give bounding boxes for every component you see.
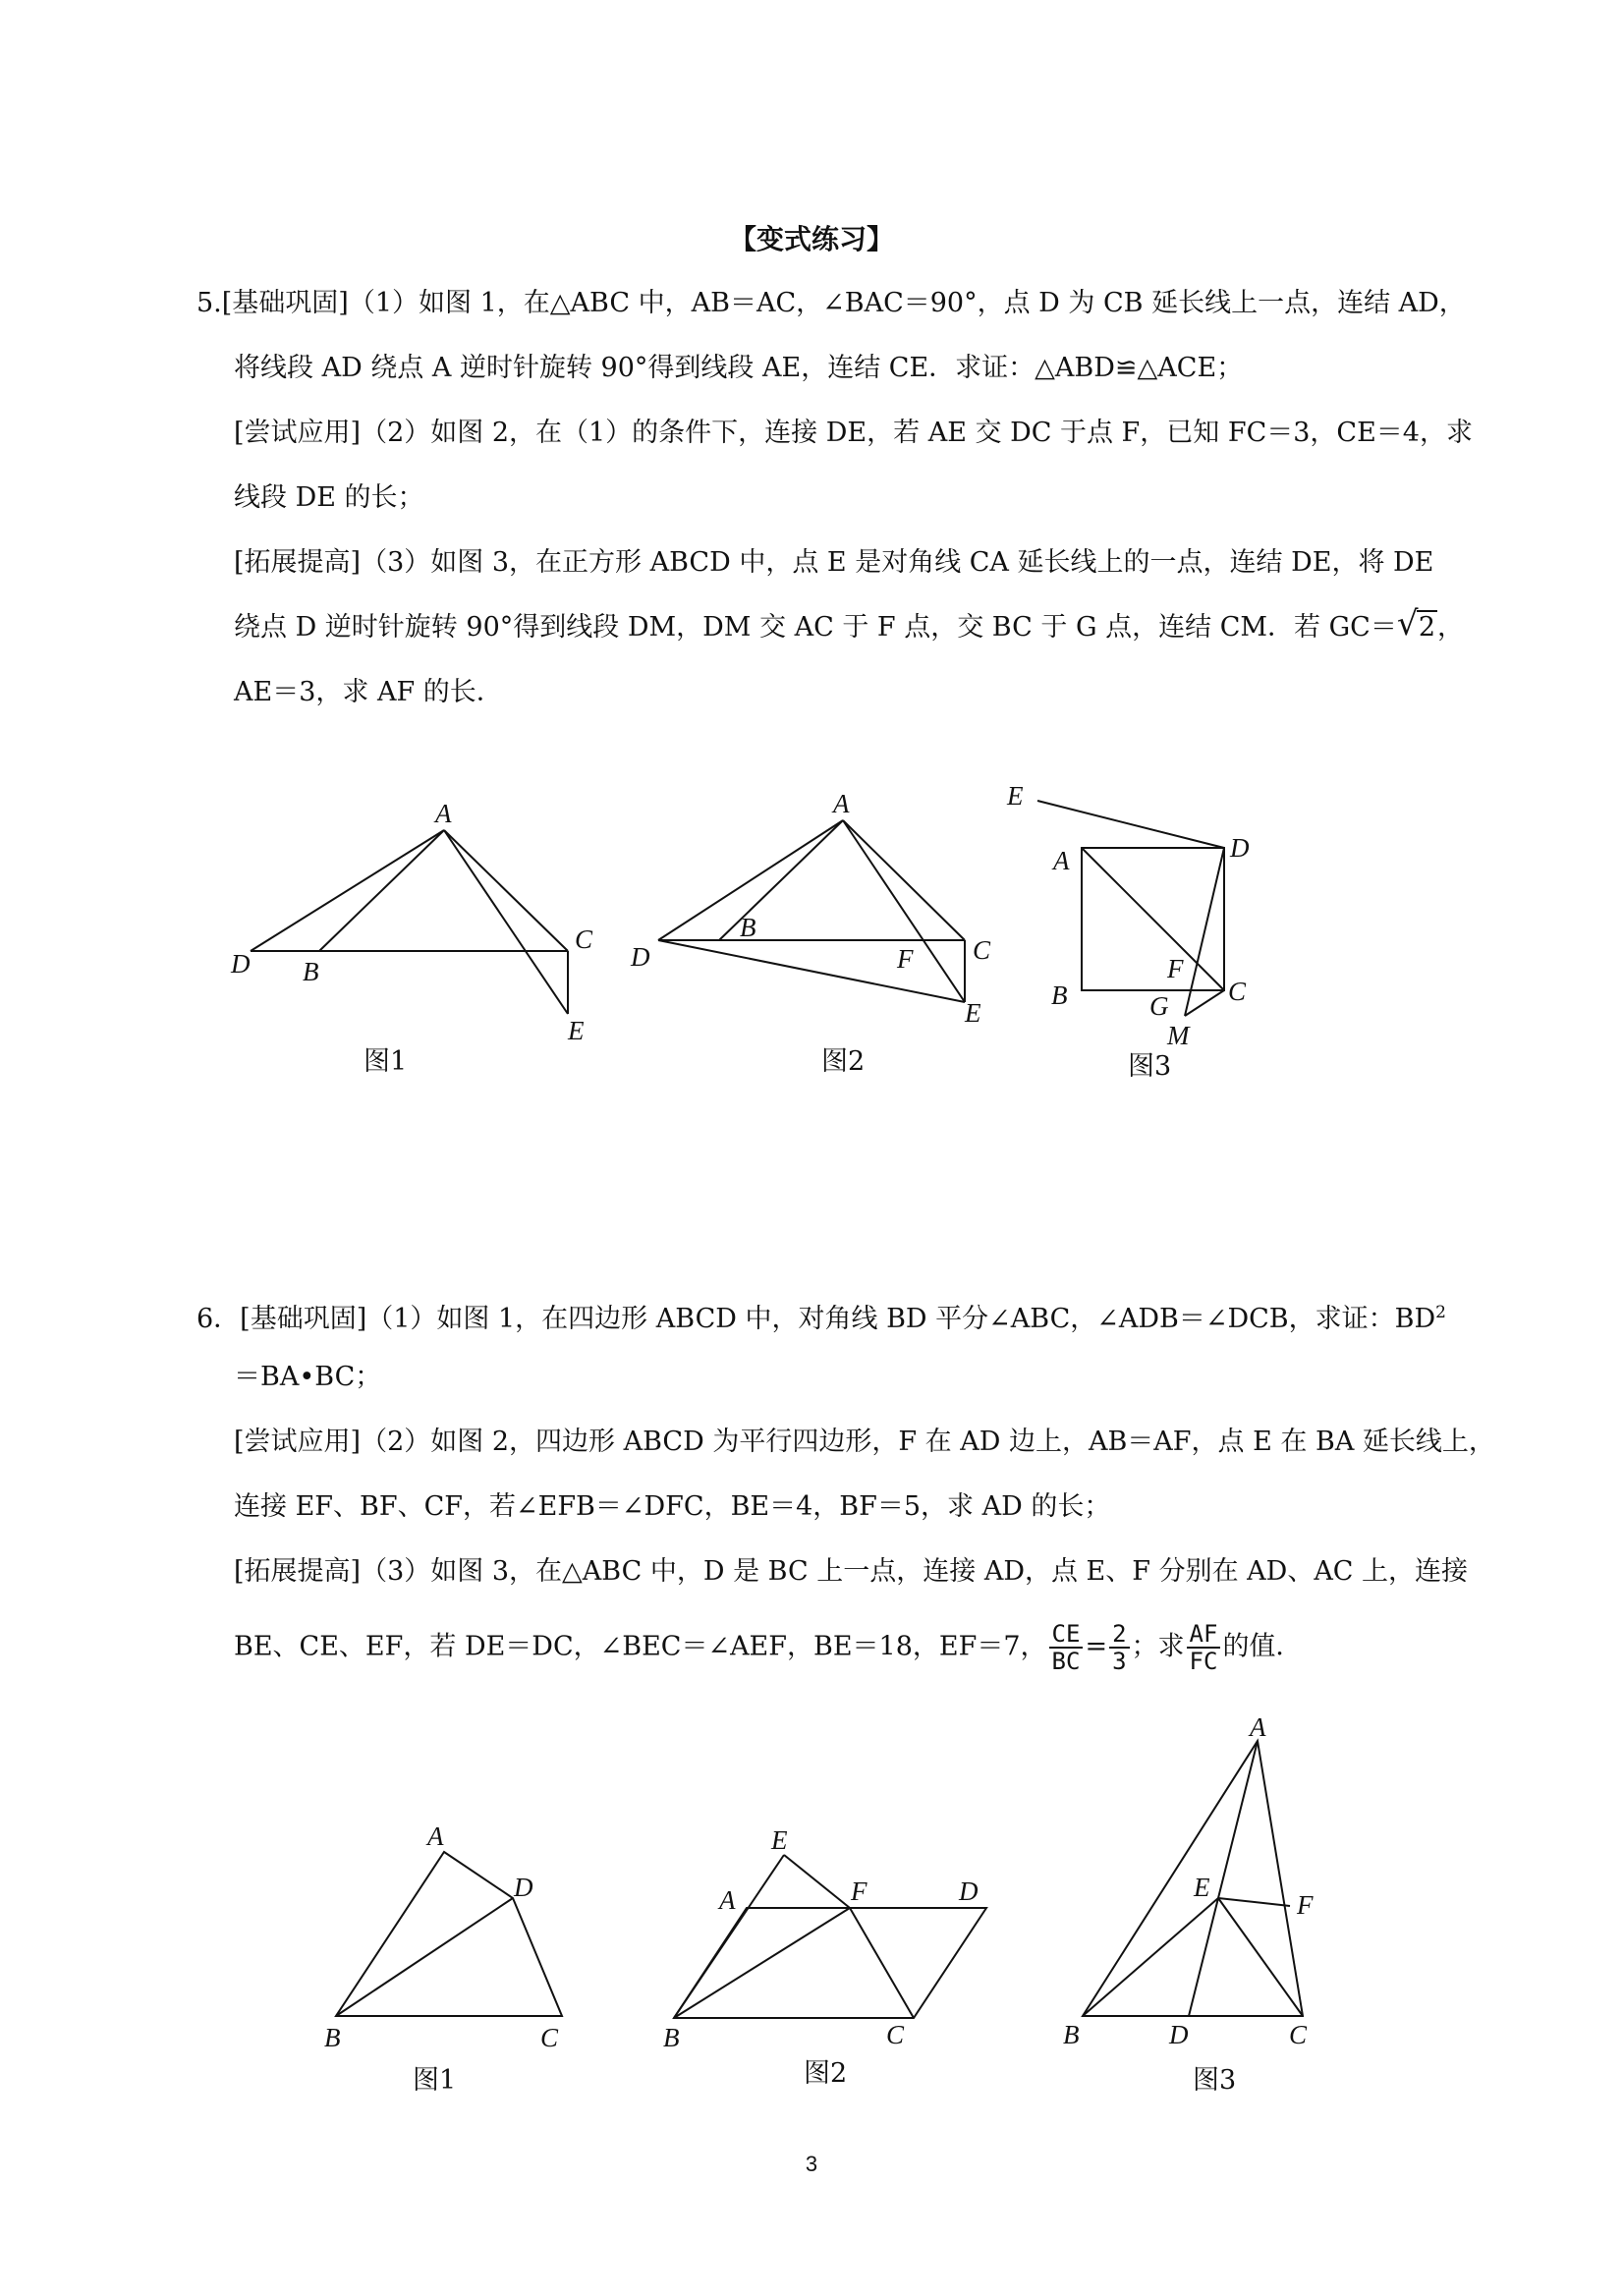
- q5-fig3-label-A: A: [1053, 846, 1070, 875]
- q5-line-6-text: 绕点 D 逆时针旋转 90°得到线段 DM，DM 交 AC 于 F 点，交 BC 于 G 点，连结 CM．若 GC＝: [234, 612, 1397, 643]
- page-number: 3: [805, 2152, 818, 2176]
- q5-fig3-label-C: C: [1228, 977, 1247, 1006]
- q6-line-6: [234, 1621, 1302, 1674]
- q5-fig2-caption: 图2: [821, 1046, 866, 1077]
- frac3-num: AF: [1187, 1621, 1221, 1649]
- q6-fig3-label-D: D: [1169, 2020, 1189, 2049]
- q6-fig2-label-C: C: [886, 2020, 905, 2049]
- q5-fig3-label-F: F: [1167, 954, 1184, 983]
- q5-fig1-label-C: C: [575, 924, 593, 954]
- q6-fig3-label-F: F: [1297, 1890, 1314, 1920]
- q6-fig1-label-A: A: [427, 1821, 444, 1851]
- q5-fig3-caption: 图3: [1128, 1051, 1172, 1082]
- q6-fig2-label-D: D: [959, 1876, 979, 1906]
- q6-figure-1: [305, 1808, 599, 2052]
- q6-fig2-label-A: A: [719, 1885, 736, 1915]
- q6-fig1-label-B: B: [324, 2023, 341, 2052]
- q6-fig3-label-E: E: [1194, 1873, 1210, 1902]
- q6-line-4: 连接 EF、BF、CF，若∠EFB＝∠DFC，BE＝4，BF＝5，求 AD 的长；: [234, 1491, 1111, 1522]
- q5-fig2-label-C: C: [973, 935, 991, 965]
- q6-line-6-text: BE、CE、EF，若 DE＝DC，∠BEC＝∠AEF，BE＝18，EF＝7，: [234, 1631, 1047, 1662]
- q5-figure-2: [629, 786, 1002, 1032]
- q6-fig3-label-B: B: [1063, 2020, 1080, 2049]
- frac3-den: FC: [1189, 1648, 1218, 1675]
- frac1-den: BC: [1051, 1648, 1081, 1675]
- q5-fig3-label-G: G: [1149, 991, 1169, 1021]
- q6-fig3-label-C: C: [1289, 2020, 1308, 2049]
- q5-figure-1: [226, 786, 619, 1051]
- q5-line-6-tail: ，: [1437, 612, 1465, 643]
- q5-fig1-caption: 图1: [364, 1046, 408, 1077]
- q6-figure-2: [658, 1818, 1012, 2052]
- q5-fig1-label-E: E: [568, 1016, 585, 1045]
- q6-line-1-text: 6．[基础巩固]（1）如图 1，在四边形 ABCD 中，对角线 BD 平分∠ABC，∠ADB＝∠DCB，求证：BD: [196, 1304, 1436, 1334]
- q5-fig3-label-E: E: [1007, 781, 1024, 811]
- q5-fig2-label-B: B: [740, 913, 756, 942]
- q5-line-4: 线段 DE 的长；: [234, 482, 424, 513]
- q6-fig1-label-D: D: [514, 1873, 533, 1902]
- q5-fig2-label-D: D: [631, 942, 650, 972]
- q6-fig2-caption: 图2: [804, 2058, 848, 2089]
- q6-mid-text: ；求: [1131, 1631, 1185, 1662]
- q5-fig2-label-A: A: [833, 789, 850, 818]
- q5-line-1: 5.[基础巩固]（1）如图 1，在△ABC 中，AB＝AC，∠BAC＝90°，点 D 为 CB 延长线上一点，连结 AD，: [196, 288, 1466, 318]
- frac2-num: 2: [1109, 1621, 1129, 1649]
- section-title: 【变式练习】: [728, 223, 894, 255]
- q6-line-5: [拓展提高]（3）如图 3，在△ABC 中，D 是 BC 上一点，连接 AD，点 E、F 分别在 AD、AC 上，连接: [234, 1556, 1469, 1587]
- q6-fig1-label-C: C: [540, 2023, 559, 2052]
- q5-line-5: [拓展提高]（3）如图 3，在正方形 ABCD 中，点 E 是对角线 CA 延长线上的一点，连结 DE，将 DE: [234, 547, 1434, 578]
- q5-fig1-label-D: D: [231, 949, 251, 979]
- q5-fig2-label-F: F: [897, 944, 914, 974]
- q6-figure-3: [1061, 1709, 1336, 2049]
- q6-line-3: [尝试应用]（2）如图 2，四边形 ABCD 为平行四边形，F 在 AD 边上，AB＝AF，点 E 在 BA 延长线上，: [234, 1427, 1495, 1457]
- q6-fig1-caption: 图1: [413, 2065, 457, 2096]
- fraction-2-3: [1109, 1621, 1129, 1674]
- q6-fig2-label-B: B: [663, 2023, 680, 2052]
- q5-fig1-label-A: A: [435, 799, 452, 828]
- q6-fig3-caption: 图3: [1193, 2065, 1237, 2096]
- q6-fig2-label-F: F: [851, 1876, 867, 1906]
- equals-sign: =: [1085, 1631, 1108, 1662]
- q5-fig3-label-M: M: [1167, 1021, 1190, 1050]
- q5-line-6: [234, 604, 1465, 645]
- q5-fig3-label-D: D: [1230, 833, 1250, 863]
- sqrt-expression: √ 2: [1396, 604, 1436, 644]
- frac1-num: CE: [1049, 1621, 1084, 1649]
- frac2-den: 3: [1112, 1648, 1127, 1675]
- q5-figure-3: [992, 781, 1287, 1066]
- q5-line-7: AE＝3，求 AF 的长．: [234, 677, 503, 707]
- fraction-af-fc: [1187, 1621, 1221, 1674]
- q6-end-text: 的值．: [1222, 1631, 1303, 1662]
- q5-line-2: 将线段 AD 绕点 A 逆时针旋转 90°得到线段 AE，连结 CE．求证：△ABD≌△ACE；: [234, 353, 1244, 383]
- q5-line-3: [尝试应用]（2）如图 2，在（1）的条件下，连接 DE，若 AE 交 DC 于点 F，已知 FC＝3，CE＝4，求: [234, 418, 1473, 448]
- fraction-ce-bc: [1049, 1621, 1084, 1674]
- sqrt-value: 2: [1418, 612, 1436, 643]
- q6-line-1: [196, 1295, 1446, 1337]
- q6-line-2: ＝BA•BC；: [234, 1362, 382, 1392]
- q5-fig1-label-B: B: [303, 957, 319, 986]
- q6-superscript: 2: [1435, 1303, 1446, 1322]
- q6-fig3-label-A: A: [1250, 1712, 1266, 1742]
- q5-fig3-label-B: B: [1051, 980, 1068, 1010]
- q6-fig2-label-E: E: [771, 1825, 788, 1855]
- q5-fig2-label-E: E: [965, 998, 981, 1028]
